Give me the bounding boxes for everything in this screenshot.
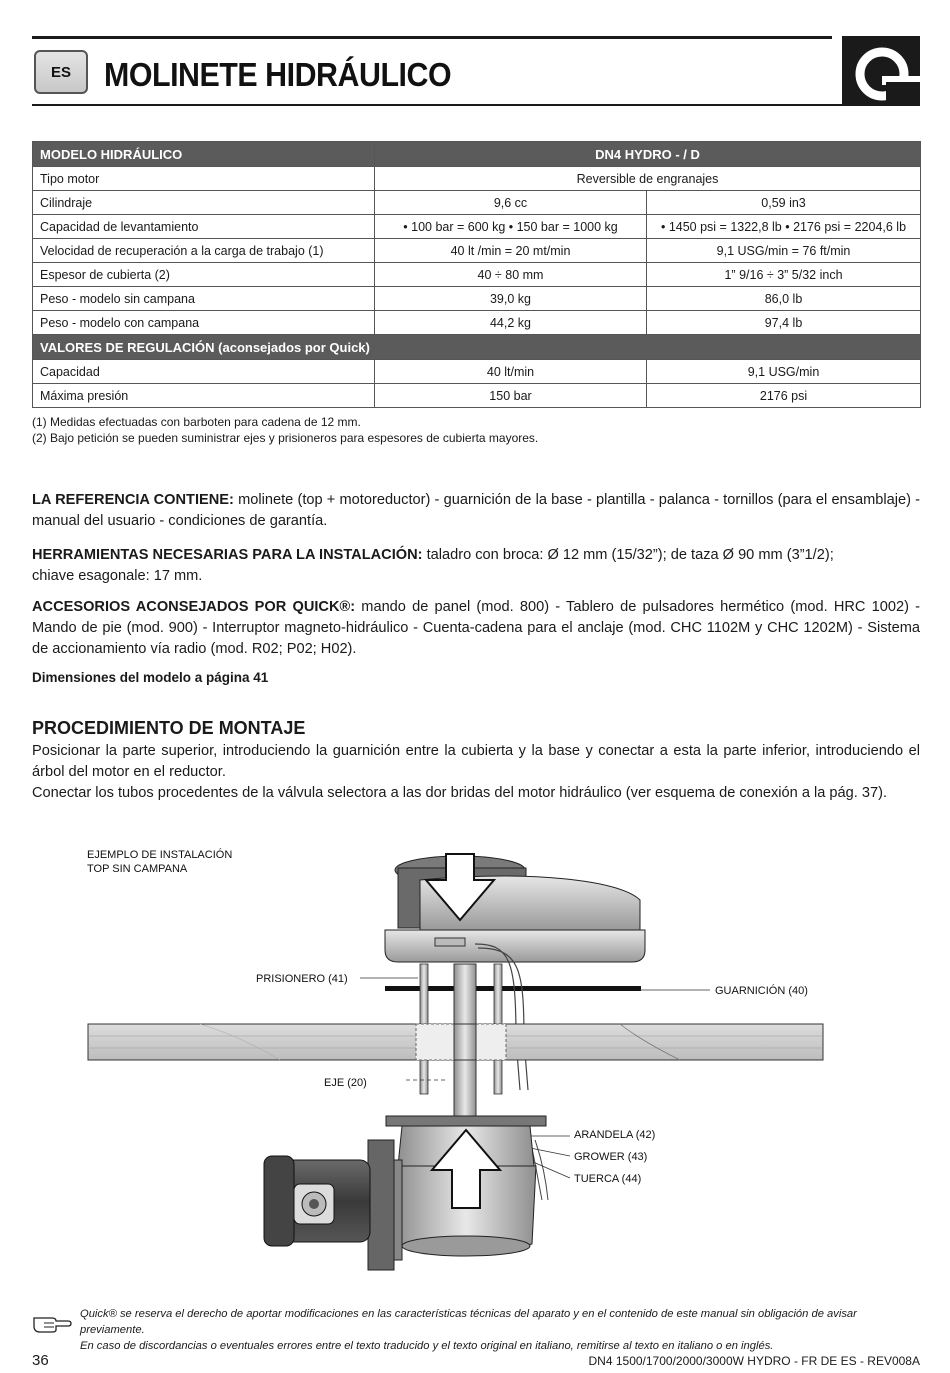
model-name: DN4 HYDRO - / D	[375, 142, 921, 167]
note-1: (1) Medidas efectuadas con barboten para cadena de 12 mm.	[32, 415, 361, 429]
row-label: Espesor de cubierta (2)	[33, 263, 375, 287]
row-label: Tipo motor	[33, 167, 375, 191]
accessories-heading: ACCESORIOS ACONSEJADOS POR QUICK®:	[32, 599, 356, 615]
row-imperial: 97,4 lb	[647, 311, 921, 335]
reference-paragraph	[32, 490, 920, 532]
tools-text: taladro con broca: Ø 12 mm (15/32”); de taza Ø 90 mm (3”1/2);	[422, 547, 834, 563]
row-metric: 40 lt /min = 20 mt/min	[375, 239, 647, 263]
table-section-header	[33, 335, 921, 360]
document-reference: DN4 1500/1700/2000/3000W HYDRO - FR DE ES - REV008A	[588, 1354, 920, 1368]
row-metric: 150 bar	[375, 384, 647, 408]
header-rule-top	[32, 36, 832, 39]
label-grower: GROWER (43)	[574, 1151, 648, 1163]
row-label: Peso - modelo con campana	[33, 311, 375, 335]
label-prisionero: PRISIONERO (41)	[256, 973, 348, 985]
table-notes	[32, 414, 538, 446]
row-metric: 9,6 cc	[375, 191, 647, 215]
row-imperial: 86,0 lb	[647, 287, 921, 311]
row-metric: 39,0 kg	[375, 287, 647, 311]
language-badge: ES	[34, 50, 88, 94]
row-metric: 40 lt/min	[375, 360, 647, 384]
procedure-paragraph-1: Posicionar la parte superior, introduciendo la guarnición entre la cubierta y la base y conectar a esta la parte inferior, introduciendo el árbol del motor en el reductor.	[32, 743, 920, 780]
row-imperial: 0,59 in3	[647, 191, 921, 215]
row-value: Reversible de engranajes	[375, 167, 921, 191]
table-row	[33, 167, 921, 191]
label-eje: EJE (20)	[324, 1077, 367, 1089]
section-label: VALORES DE REGULACIÓN (aconsejados por Quick)	[33, 335, 921, 360]
row-label: Velocidad de recuperación a la carga de trabajo (1)	[33, 239, 375, 263]
dimensions-note: Dimensiones del modelo a página 41	[32, 670, 269, 685]
label-guarnicion: GUARNICIÓN (40)	[715, 985, 808, 997]
row-metric: 40 ÷ 80 mm	[375, 263, 647, 287]
label-tuerca: TUERCA (44)	[574, 1173, 642, 1185]
tools-text-2: chiave esagonale: 17 mm.	[32, 568, 203, 584]
header-rule-bottom	[32, 104, 920, 106]
procedure-paragraph-2: Conectar los tubos procedentes de la válvula selectora a las dor bridas del motor hidráulico (ver esquema de conexión a la pág. 37).	[32, 785, 888, 801]
footer-disclaimer	[80, 1306, 922, 1354]
figure-caption-line-1: EJEMPLO DE INSTALACIÓN	[87, 849, 233, 861]
tools-heading: HERRAMIENTAS NECESARIAS PARA LA INSTALACIÓN:	[32, 547, 423, 563]
accessories-text: mando de panel (mod. 800) - Tablero de pulsadores hermético (mod. HRC 1002) - Mando de pie (mod. 900) - Interruptor magneto-hidráulico - Cuenta-cadena para el anclaje (mod. CHC 1102M y CHC 1202M) - Sistema de accionamiento vía radio (mod. R02; P02; H02).	[32, 599, 921, 657]
table-row	[33, 191, 921, 215]
footer-note-2: En caso de discordancias o eventuales errores entre el texto traducido y el texto original en italiano, remitirse al texto en italiano o en inglés.	[80, 1340, 774, 1352]
table-row	[33, 239, 921, 263]
footer-note-1: Quick® se reserva el derecho de aportar modificaciones en las características técnicas del aparato y en el contenido de este manual sin obligación de avisar previamente.	[80, 1308, 857, 1336]
row-metric: 44,2 kg	[375, 311, 647, 335]
page-number: 36	[32, 1352, 49, 1369]
row-imperial: 1” 9/16 ÷ 3” 5/32 inch	[647, 263, 921, 287]
reference-text: molinete (top + motoreductor) - guarnición de la base - plantilla - palanca - tornillos (para el ensamblaje) - manual del usuario - condiciones de garantía.	[32, 492, 920, 529]
table-row	[33, 263, 921, 287]
windlass-diagram	[80, 840, 840, 1290]
procedure-heading: PROCEDIMIENTO DE MONTAJE	[32, 718, 306, 738]
section-label: MODELO HIDRÁULICO	[33, 142, 375, 167]
row-imperial: • 1450 psi = 1322,8 lb • 2176 psi = 2204,6 lb	[647, 215, 921, 239]
pointing-hand-icon	[32, 1310, 72, 1334]
spec-table	[32, 141, 921, 408]
table-row	[33, 360, 921, 384]
table-section-header	[33, 142, 921, 167]
row-label: Capacidad de levantamiento	[33, 215, 375, 239]
table-row	[33, 287, 921, 311]
reference-heading: LA REFERENCIA CONTIENE:	[32, 492, 234, 508]
tools-paragraph	[32, 545, 920, 587]
row-label: Cilindraje	[33, 191, 375, 215]
row-imperial: 9,1 USG/min	[647, 360, 921, 384]
row-imperial: 9,1 USG/min = 76 ft/min	[647, 239, 921, 263]
quick-logo-icon	[842, 36, 920, 104]
table-row	[33, 215, 921, 239]
label-arandela: ARANDELA (42)	[574, 1129, 656, 1141]
note-2: (2) Bajo petición se pueden suministrar ejes y prisioneros para espesores de cubierta mayores.	[32, 431, 539, 445]
row-metric: • 100 bar = 600 kg • 150 bar = 1000 kg	[375, 215, 647, 239]
page-title: MOLINETE HIDRÁULICO	[104, 56, 452, 93]
installation-figure	[80, 840, 840, 1290]
row-label: Peso - modelo sin campana	[33, 287, 375, 311]
row-imperial: 2176 psi	[647, 384, 921, 408]
table-row	[33, 311, 921, 335]
accessories-paragraph	[32, 597, 920, 660]
row-label: Capacidad	[33, 360, 375, 384]
table-row	[33, 384, 921, 408]
row-label: Máxima presión	[33, 384, 375, 408]
figure-caption-line-2: TOP SIN CAMPANA	[87, 863, 188, 875]
